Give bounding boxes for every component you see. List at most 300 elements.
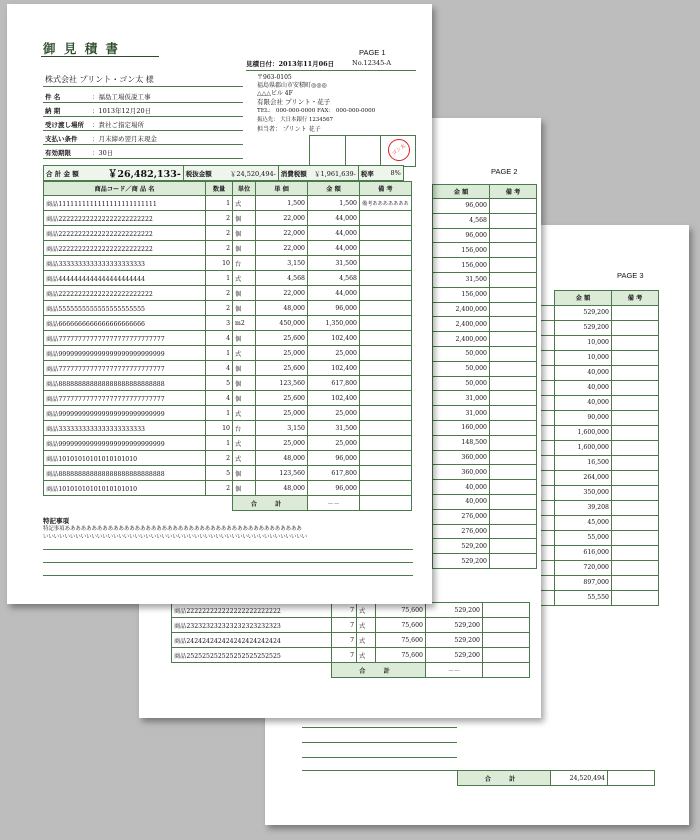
item-unit: 個	[233, 331, 256, 346]
item-unit: m2	[233, 316, 256, 331]
item-unit: 式	[233, 436, 256, 451]
item-amount: 102,400	[308, 391, 360, 406]
item-qty: 5	[206, 466, 233, 481]
item-remarks	[360, 331, 412, 346]
item-qty: 1	[206, 196, 233, 211]
item-name: 商品4444444444444444444444	[44, 271, 206, 286]
item-name: 商品5555555555555555555555	[44, 301, 206, 316]
item-amount: 156,000	[433, 258, 490, 273]
item-remarks	[360, 421, 412, 436]
total-label: 合 計	[458, 771, 551, 786]
item-name: 商品222222222222222222222222	[44, 241, 206, 256]
item-name: 商品222222222222222222222222	[172, 603, 332, 618]
company-zip: 〒963-0105	[257, 74, 292, 81]
item-qty: 1	[206, 271, 233, 286]
field-label: 納 期	[45, 107, 61, 115]
notes-label: 特記事項	[43, 517, 69, 525]
item-remarks	[490, 346, 537, 361]
item-qty: 4	[206, 331, 233, 346]
item-amount: 529,200	[433, 539, 490, 554]
name-header: 商品コード／商 品 名	[44, 182, 206, 196]
item-price: 25,600	[256, 391, 308, 406]
table-row	[433, 228, 537, 243]
item-unit: 式	[233, 451, 256, 466]
item-unit: 個	[233, 301, 256, 316]
item-remarks	[483, 618, 530, 633]
item-amount: 50,000	[433, 361, 490, 376]
item-name: 商品10101010101010101010	[44, 451, 206, 466]
item-remarks	[490, 258, 537, 273]
item-amount: 16,500	[555, 455, 612, 470]
table-row	[172, 603, 530, 618]
item-price: 22,000	[256, 241, 308, 256]
doc-title: 御 見 積 書	[43, 41, 121, 56]
item-remarks	[490, 361, 537, 376]
item-amount: 617,800	[308, 466, 360, 481]
table-row	[433, 361, 537, 376]
remarks-header: 備 考	[612, 291, 659, 306]
table-row	[433, 213, 537, 228]
item-unit: 個	[233, 481, 256, 496]
item-amount: 276,000	[433, 509, 490, 524]
item-remarks	[490, 420, 537, 435]
table-row	[44, 331, 412, 346]
item-name: 商品242424242424242424242424	[172, 633, 332, 648]
item-unit: 式	[357, 633, 376, 648]
item-name: 商品999999999999999999999999999	[44, 436, 206, 451]
item-amount: 40,000	[555, 365, 612, 380]
item-amount: 1,600,000	[555, 425, 612, 440]
item-remarks	[360, 406, 412, 421]
table-row	[44, 316, 412, 331]
item-remarks	[612, 440, 659, 455]
item-qty: 7	[332, 603, 357, 618]
item-amount: 360,000	[433, 465, 490, 480]
item-remarks	[612, 425, 659, 440]
item-amount: 529,200	[555, 320, 612, 335]
item-remarks	[483, 648, 530, 663]
table-row	[44, 226, 412, 241]
item-remarks	[612, 590, 659, 605]
item-remarks	[490, 450, 537, 465]
item-amount: 529,200	[426, 648, 483, 663]
item-qty: 7	[332, 618, 357, 633]
tax-label: 消費税額	[278, 166, 309, 181]
page-label: PAGE 2	[491, 167, 518, 176]
item-amount: 31,000	[433, 406, 490, 421]
item-qty: 2	[206, 226, 233, 241]
item-amount: 39,208	[555, 500, 612, 515]
item-remarks	[360, 271, 412, 286]
item-remarks	[490, 406, 537, 421]
item-unit: 式	[233, 346, 256, 361]
item-amount: 31,500	[308, 256, 360, 271]
table-row	[44, 361, 412, 376]
item-unit: 個	[233, 241, 256, 256]
item-remarks	[483, 603, 530, 618]
table-row	[44, 421, 412, 436]
item-price: 450,000	[256, 316, 308, 331]
item-remarks	[360, 361, 412, 376]
remarks-header: 備 考	[490, 185, 537, 199]
item-amount: 1,600,000	[555, 440, 612, 455]
item-price: 25,000	[256, 346, 308, 361]
item-remarks	[612, 380, 659, 395]
item-unit: 個	[233, 391, 256, 406]
item-unit: 個	[233, 466, 256, 481]
item-price: 48,000	[256, 481, 308, 496]
company-staff: 担当者： プリント 花子	[257, 126, 321, 133]
item-amount: 102,400	[308, 361, 360, 376]
item-amount: 31,500	[308, 421, 360, 436]
price-header: 単 価	[256, 182, 308, 196]
item-remarks	[490, 465, 537, 480]
item-remarks	[490, 302, 537, 317]
item-unit: 式	[233, 271, 256, 286]
qty-header: 数量	[206, 182, 233, 196]
table-row	[433, 243, 537, 258]
item-amount: 4,568	[433, 213, 490, 228]
item-name: 商品252525252525252525252525	[172, 648, 332, 663]
item-remarks	[490, 435, 537, 450]
field-label: 有効期限	[45, 149, 71, 157]
company-address-1: 福島県郡山市安積町◎◎◎	[257, 82, 327, 89]
item-remarks: 備考あああああああ	[360, 196, 412, 211]
table-row	[44, 211, 412, 226]
item-amount: 96,000	[308, 451, 360, 466]
item-remarks	[360, 436, 412, 451]
item-remarks	[612, 395, 659, 410]
item-remarks	[612, 545, 659, 560]
item-remarks	[612, 455, 659, 470]
amount-header: 金 額	[308, 182, 360, 196]
remarks-header: 備 考	[360, 182, 412, 196]
table-row	[433, 376, 537, 391]
item-amount: 44,000	[308, 226, 360, 241]
item-qty: 2	[206, 451, 233, 466]
table-row	[433, 539, 537, 554]
item-amount: 31,000	[433, 391, 490, 406]
table-row	[433, 199, 537, 214]
item-price: 3,150	[256, 421, 308, 436]
total-remarks	[360, 496, 412, 511]
item-remarks	[483, 633, 530, 648]
item-remarks	[360, 286, 412, 301]
table-row	[44, 451, 412, 466]
table-row	[433, 494, 537, 509]
seal-stamp: ゴン太	[384, 135, 415, 166]
item-amount: 1,350,000	[308, 316, 360, 331]
table-row	[433, 554, 537, 569]
item-price: 75,600	[376, 618, 426, 633]
table-row	[44, 436, 412, 451]
item-amount: 10,000	[555, 335, 612, 350]
item-qty: 2	[206, 241, 233, 256]
item-remarks	[360, 376, 412, 391]
total-value: －－	[426, 663, 483, 678]
total-label: 合 計	[332, 663, 426, 678]
item-remarks	[490, 524, 537, 539]
table-row	[433, 346, 537, 361]
item-unit: 式	[233, 406, 256, 421]
company-tel-fax: TEL： 000-000-0000 FAX： 000-000-0000	[257, 108, 376, 114]
company-bank: 振込先： 大日本銀行 1234567	[257, 117, 333, 123]
item-amount: 276,000	[433, 524, 490, 539]
item-remarks	[490, 243, 537, 258]
table-row	[44, 481, 412, 496]
table-row	[433, 258, 537, 273]
table-row	[433, 465, 537, 480]
item-amount: 529,200	[426, 633, 483, 648]
item-amount: 4,568	[308, 271, 360, 286]
page2-table	[432, 184, 537, 569]
quote-page-1	[7, 4, 432, 604]
table-row	[44, 391, 412, 406]
item-amount: 50,000	[433, 346, 490, 361]
item-amount: 44,000	[308, 241, 360, 256]
table-row	[433, 509, 537, 524]
item-qty: 2	[206, 286, 233, 301]
table-row	[44, 346, 412, 361]
item-remarks	[360, 256, 412, 271]
item-name: 商品222222222222222222222222	[44, 226, 206, 241]
table-row	[172, 618, 530, 633]
item-price: 48,000	[256, 451, 308, 466]
item-price: 22,000	[256, 226, 308, 241]
company-address-2: △△△ビル 4F	[257, 90, 293, 97]
notes-text: 特記事項ああああああああああああああああああああああああああああああああああああああああああああ	[43, 526, 302, 532]
item-remarks	[360, 391, 412, 406]
item-amount: 40,000	[433, 480, 490, 495]
item-qty: 1	[206, 406, 233, 421]
item-unit: 個	[233, 361, 256, 376]
amount-header: 金 額	[555, 291, 612, 306]
item-price: 123,560	[256, 376, 308, 391]
item-amount: 617,800	[308, 376, 360, 391]
item-amount: 350,000	[555, 485, 612, 500]
item-amount: 529,200	[426, 618, 483, 633]
item-amount: 40,000	[555, 395, 612, 410]
table-row	[44, 256, 412, 271]
item-amount: 55,000	[555, 530, 612, 545]
tax-amount: ￥1,961,639-	[309, 166, 359, 181]
table-row	[44, 376, 412, 391]
amount-header: 金 額	[433, 185, 490, 199]
company-name: 有限会社 プリント・花子	[257, 98, 331, 106]
item-name: 商品888888888888888888888888888	[44, 466, 206, 481]
item-price: 25,000	[256, 436, 308, 451]
table-row	[433, 332, 537, 347]
item-remarks	[612, 410, 659, 425]
item-qty: 1	[206, 436, 233, 451]
page-label: PAGE 3	[617, 271, 644, 280]
item-remarks	[490, 539, 537, 554]
item-remarks	[360, 301, 412, 316]
item-price: 22,000	[256, 211, 308, 226]
total-label: 合 計	[233, 496, 308, 511]
item-amount: 44,000	[308, 286, 360, 301]
item-remarks	[490, 332, 537, 347]
item-unit: 式	[357, 603, 376, 618]
item-price: 75,600	[376, 603, 426, 618]
item-remarks	[360, 211, 412, 226]
item-amount: 2,400,000	[433, 332, 490, 347]
item-name: 商品3333333333333333333333	[44, 421, 206, 436]
unit-header: 単位	[233, 182, 256, 196]
item-amount: 50,000	[433, 376, 490, 391]
item-name: 商品999999999999999999999999999	[44, 406, 206, 421]
item-unit: 台	[233, 256, 256, 271]
table-row	[44, 286, 412, 301]
item-amount: 40,000	[555, 380, 612, 395]
customer-name: 株式会社 プリント・ゴン太 様	[45, 75, 154, 84]
table-row	[433, 287, 537, 302]
item-qty: 2	[206, 211, 233, 226]
item-amount: 2,400,000	[433, 302, 490, 317]
item-amount: 96,000	[433, 199, 490, 214]
item-qty: 1	[206, 346, 233, 361]
table-row	[433, 480, 537, 495]
item-price: 48,000	[256, 301, 308, 316]
field-value: ：月末締め翌月末現金	[92, 135, 157, 143]
item-unit: 個	[233, 376, 256, 391]
item-price: 22,000	[256, 286, 308, 301]
item-amount: 156,000	[433, 243, 490, 258]
total-row	[44, 496, 412, 511]
item-price: 75,600	[376, 633, 426, 648]
item-name: 商品3333333333333333333333	[44, 256, 206, 271]
field-value: ：1013年12月20日	[92, 107, 152, 115]
item-remarks	[612, 365, 659, 380]
field-value: ：福島工場仮説工事	[92, 93, 151, 101]
quote-number: No.12345-A	[352, 59, 392, 67]
item-remarks	[612, 470, 659, 485]
pretax-amount: ￥24,520,494-	[214, 166, 279, 181]
item-amount: 148,500	[433, 435, 490, 450]
item-remarks	[490, 287, 537, 302]
field-value: ：30日	[92, 149, 114, 157]
item-qty: 3	[206, 316, 233, 331]
item-unit: 個	[233, 211, 256, 226]
item-amount: 1,500	[308, 196, 360, 211]
item-name: 商品10101010101010101010	[44, 481, 206, 496]
item-amount: 40,000	[433, 494, 490, 509]
item-amount: 160,000	[433, 420, 490, 435]
item-name: 商品777777777777777777777777777	[44, 361, 206, 376]
item-remarks	[490, 272, 537, 287]
item-name: 商品6666666666666666666666	[44, 316, 206, 331]
item-unit: 式	[233, 196, 256, 211]
item-amount: 102,400	[308, 331, 360, 346]
item-name: 商品222222222222222222222222	[44, 211, 206, 226]
item-remarks	[612, 350, 659, 365]
item-unit: 式	[357, 648, 376, 663]
field-label: 受け渡し場所	[45, 121, 84, 129]
table-row	[433, 272, 537, 287]
table-row	[44, 271, 412, 286]
item-price: 25,600	[256, 331, 308, 346]
field-label: 件 名	[45, 93, 61, 101]
item-amount: 360,000	[433, 450, 490, 465]
item-remarks	[360, 241, 412, 256]
tax-rate: 8%	[376, 166, 404, 181]
item-amount: 90,000	[555, 410, 612, 425]
item-amount: 25,000	[308, 346, 360, 361]
item-amount: 96,000	[308, 481, 360, 496]
table-row	[433, 302, 537, 317]
item-name: 商品888888888888888888888888888	[44, 376, 206, 391]
total-spacer	[44, 496, 233, 511]
field-label: 支払い条件	[45, 135, 78, 143]
item-unit: 個	[233, 226, 256, 241]
item-remarks	[490, 199, 537, 214]
item-amount: 897,000	[555, 575, 612, 590]
item-remarks	[360, 316, 412, 331]
item-amount: 529,200	[433, 554, 490, 569]
item-unit: 台	[233, 421, 256, 436]
item-remarks	[612, 305, 659, 320]
item-remarks	[490, 509, 537, 524]
item-name: 商品777777777777777777777777777	[44, 331, 206, 346]
pretax-label: 税抜金額	[183, 166, 214, 181]
item-amount: 25,000	[308, 406, 360, 421]
table-row	[44, 196, 412, 211]
item-qty: 5	[206, 376, 233, 391]
item-remarks	[612, 530, 659, 545]
item-amount: 720,000	[555, 560, 612, 575]
item-unit: 個	[233, 286, 256, 301]
item-name: 商品999999999999999999999999999	[44, 346, 206, 361]
item-price: 1,500	[256, 196, 308, 211]
tax-rate-label: 税率	[358, 166, 376, 181]
table-row	[433, 391, 537, 406]
table-row	[44, 406, 412, 421]
item-qty: 7	[332, 633, 357, 648]
table-row	[172, 633, 530, 648]
item-qty: 4	[206, 361, 233, 376]
table-row	[433, 524, 537, 539]
notes-text-2: いいいいいいいいいいいいいいいいいいいいいいいいいいいいいいいいいいいいいいいいいいいいいいいいい	[43, 534, 308, 540]
summary-table	[43, 165, 404, 181]
item-name: 商品1111111111111111111111111	[44, 196, 206, 211]
item-remarks	[612, 335, 659, 350]
table-row	[44, 241, 412, 256]
item-remarks	[612, 515, 659, 530]
item-remarks	[360, 346, 412, 361]
stamp-box	[309, 135, 416, 167]
quote-date: 見積日付：2013年11月06日	[246, 60, 335, 68]
page2-lower-table	[171, 602, 530, 678]
item-amount: 10,000	[555, 350, 612, 365]
item-remarks	[490, 554, 537, 569]
item-price: 4,568	[256, 271, 308, 286]
item-remarks	[360, 451, 412, 466]
total-amount-label: 合 計 金 額	[44, 166, 81, 181]
total-value: 24,520,494	[551, 771, 608, 786]
page-label: PAGE 1	[359, 48, 386, 57]
item-price: 75,600	[376, 648, 426, 663]
item-remarks	[490, 317, 537, 332]
item-remarks	[490, 376, 537, 391]
item-remarks	[360, 466, 412, 481]
item-amount: 156,000	[433, 287, 490, 302]
item-remarks	[612, 575, 659, 590]
item-remarks	[360, 226, 412, 241]
item-price: 123,560	[256, 466, 308, 481]
item-qty: 4	[206, 391, 233, 406]
field-value: ：貴社ご指定場所	[92, 121, 144, 129]
table-row	[433, 420, 537, 435]
